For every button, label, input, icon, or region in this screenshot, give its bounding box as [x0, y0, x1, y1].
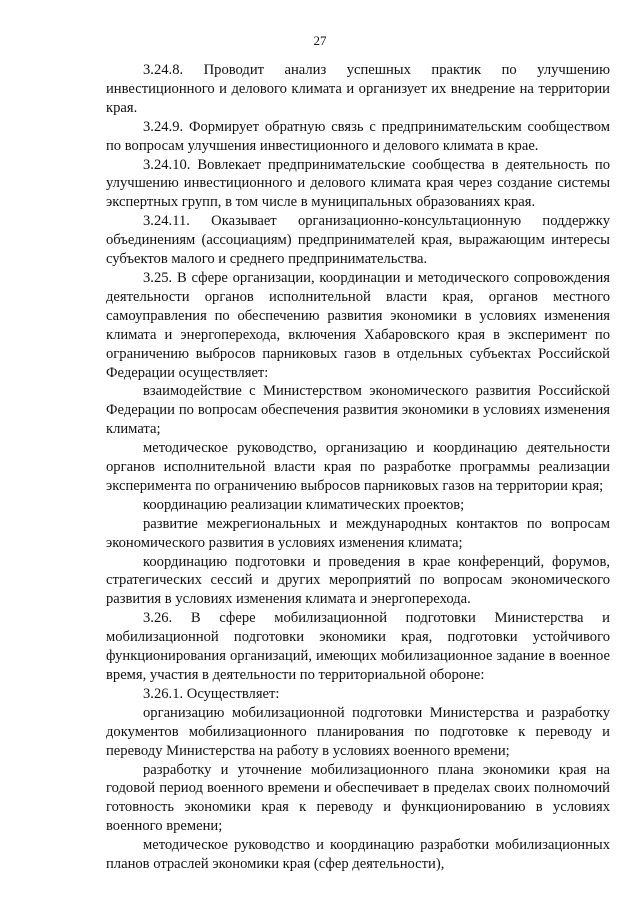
- page-number: 27: [313, 33, 327, 48]
- paragraph-3-25: 3.25. В сфере организации, координации и методического сопровождения деятельности органов исполнительной власти края, органов местного самоуправления по обеспечению развития экономики в условиях изменения климата и энергоперехода, включения Хабаровского края в эксперимент по ограничению выбросов парниковых газов в отдельных субъектах Российской Федерации осуществляет:: [106, 269, 610, 381]
- list-item-mobilization-plan: разработку и уточнение мобилизационного плана экономики края на годовой период военного времени и обеспечивает в пределах своих полномочий готовность экономики края к переводу и функционированию в условиях военного времени;: [106, 761, 610, 835]
- list-item-climate-projects: координацию реализации климатических проектов;: [143, 496, 465, 513]
- document-body: [106, 61, 610, 874]
- paragraph-3-24-8: 3.24.8. Проводит анализ успешных практик по улучшению инвестиционного и делового климата и организует их внедрение на территории края.: [106, 62, 610, 116]
- list-item-methodical-plans: методическое руководство и координацию разработки мобилизационных планов отраслей экономики края (сфер деятельности),: [106, 837, 610, 873]
- paragraph-3-24-9: 3.24.9. Формирует обратную связь с предпринимательским сообществом по вопросам улучшения инвестиционного и делового климата в крае.: [106, 118, 610, 154]
- paragraph-3-26: 3.26. В сфере мобилизационной подготовки Министерства и мобилизационной подготовки экономики края, подготовки устойчивого функционирования организаций, имеющих мобилизационное задание в военное время, участия в деятельности по территориальной обороне:: [106, 610, 610, 683]
- list-item-contacts: развитие межрегиональных и международных контактов по вопросам экономического развития в условиях изменения климата;: [106, 515, 610, 551]
- paragraph-3-26-1: 3.26.1. Осуществляет:: [143, 685, 280, 702]
- list-item-mobilization-organization: организацию мобилизационной подготовки Министерства и разработку документов мобилизационного планирования по подготовке к переводу и переводу Министерства на работу в условиях военного времени;: [106, 704, 610, 759]
- paragraph-3-24-10: 3.24.10. Вовлекает предпринимательские сообщества в деятельность по улучшению инвестиционного и делового климата края через создание системы экспертных групп, в том числе в муниципальных образованиях края.: [106, 156, 610, 211]
- list-item-methodical-guidance: методическое руководство, организацию и координацию деятельности органов исполнительной власти края по разработке программы реализации эксперимента по ограничению выбросов парниковых газов на территории края;: [106, 440, 610, 494]
- paragraph-3-24-11: 3.24.11. Оказывает организационно-консультационную поддержку объединениям (ассоциациям) предпринимателей края, выражающим интересы субъектов малого и среднего предпринимательства.: [106, 213, 610, 268]
- list-item-conferences: координацию подготовки и проведения в крае конференций, форумов, стратегических сессий и других мероприятий по вопросам экономического развития в условиях изменения климата и энергоперехода.: [106, 553, 610, 608]
- list-item-interaction: взаимодействие с Министерством экономического развития Российской Федерации по вопросам обеспечения развития экономики в условиях изменения климата;: [106, 383, 610, 438]
